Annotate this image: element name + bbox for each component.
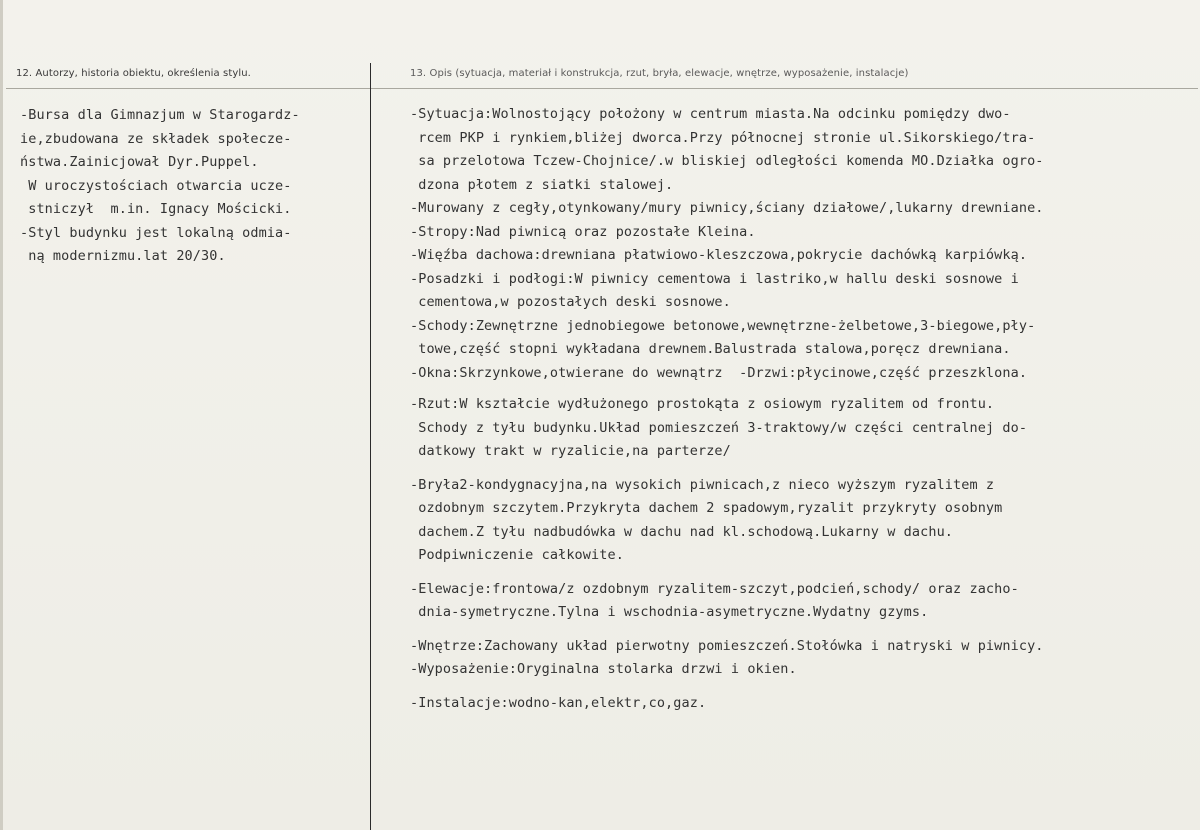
konstrukcja-block	[410, 197, 1044, 385]
instalacje-block	[410, 692, 1044, 716]
column-divider	[370, 63, 371, 830]
text-line: -Bursa dla Gimnazjum w Starogardz-	[20, 107, 300, 123]
text-line: sa przelotowa Tczew-Chojnice/.w bliskiej odległości komenda MO.Działka ogro-	[410, 153, 1044, 169]
header-rule	[6, 88, 1198, 89]
text-line: cementowa,w pozostałych deski sosnowe.	[410, 294, 731, 310]
text-line: -Elewacje:frontowa/z ozdobnym ryzalitem-szczyt,podcień,schody/ oraz zacho-	[410, 580, 1019, 597]
bryla-block	[410, 474, 1044, 568]
text-line: -Schody:Zewnętrzne jednobiegowe betonowe,wewnętrzne-żelbetowe,3-biegowe,pły-	[410, 317, 1036, 334]
section-13-header: 13. Opis (sytuacja, materiał i konstrukcja, rzut, bryła, elewacje, wnętrze, wyposażenie, instalacje)	[410, 68, 909, 79]
text-line: -Stropy:Nad piwnicą oraz pozostałe Kleina.	[410, 223, 756, 240]
text-line: dachem.Z tyłu nadbudówka w dachu nad kl.schodową.Lukarny w dachu.	[410, 523, 954, 540]
text-line: W uroczystościach otwarcia ucze-	[20, 177, 292, 194]
text-line: -Wnętrze:Zachowany układ pierwotny pomieszczeń.Stołówka i natryski w piwnicy.	[410, 637, 1044, 654]
text-line: dzona płotem z siatki stalowej.	[410, 176, 674, 193]
sheet-edge	[0, 0, 3, 830]
text-line: -Posadzki i podłogi:W piwnicy cementowa i lastriko,w hallu deski sosnowe i	[410, 270, 1019, 287]
elewacje-block	[410, 578, 1044, 625]
text-line: -Instalacje:wodno-kan,elektr,co,gaz.	[410, 694, 707, 711]
text-line: rcem PKP i rynkiem,bliżej dworca.Przy północnej stronie ul.Sikorskiego/tra-	[410, 129, 1036, 146]
text-line: dnia-symetryczne.Tylna i wschodnia-asymetryczne.Wydatny gzyms.	[410, 604, 929, 620]
text-line: ństwa.Zainicjował Dyr.Puppel.	[20, 154, 259, 170]
text-line: -Sytuacja:Wolnostojący położony w centrum miasta.Na odcinku pomiędzy dwo-	[410, 106, 1011, 122]
authors-history-column	[20, 104, 300, 269]
text-line: -Bryła2-kondygnacyjna,na wysokich piwnicach,z nieco wyższym ryzalitem z	[410, 476, 995, 493]
text-line: ozdobnym szczytem.Przykryta dachem 2 spadowym,ryzalit przykryty osobnym	[410, 500, 1003, 516]
text-line: -Więźba dachowa:drewniana płatwiowo-kleszczowa,pokrycie dachówką karpiówką.	[410, 247, 1028, 263]
text-line: towe,część stopni wykładana drewnem.Balustrada stalowa,poręcz drewniana.	[410, 341, 1011, 357]
text-line: -Murowany z cegły,otynkowany/mury piwnicy,ściany działowe/,lukarny drewniane.	[410, 200, 1044, 216]
rzut-block	[410, 393, 1044, 464]
text-line: -Styl budynku jest lokalną odmia-	[20, 224, 292, 241]
text-line: Schody z tyłu budynku.Układ pomieszczeń 3-traktowy/w części centralnej do-	[410, 419, 1028, 436]
text-line: Podpiwniczenie całkowite.	[410, 547, 624, 563]
sytuacja-block	[410, 103, 1044, 197]
wnetrze-block	[410, 635, 1044, 682]
text-line: ną modernizmu.lat 20/30.	[20, 248, 226, 264]
description-column	[410, 103, 1044, 715]
text-line: -Rzut:W kształcie wydłużonego prostokąta z osiowym ryzalitem od frontu.	[410, 396, 995, 412]
text-line: stniczył m.in. Ignacy Mościcki.	[20, 201, 292, 217]
text-line: ie,zbudowana ze składek społecze-	[20, 130, 292, 147]
text-line: -Wyposażenie:Oryginalna stolarka drzwi i okien.	[410, 661, 797, 677]
section-12-header: 12. Autorzy, historia obiektu, określenia stylu.	[16, 68, 251, 79]
text-line: -Okna:Skrzynkowe,otwierane do wewnątrz -Drzwi:płycinowe,część przeszklona.	[410, 364, 1028, 381]
text-line: datkowy trakt w ryzalicie,na parterze/	[410, 443, 731, 459]
